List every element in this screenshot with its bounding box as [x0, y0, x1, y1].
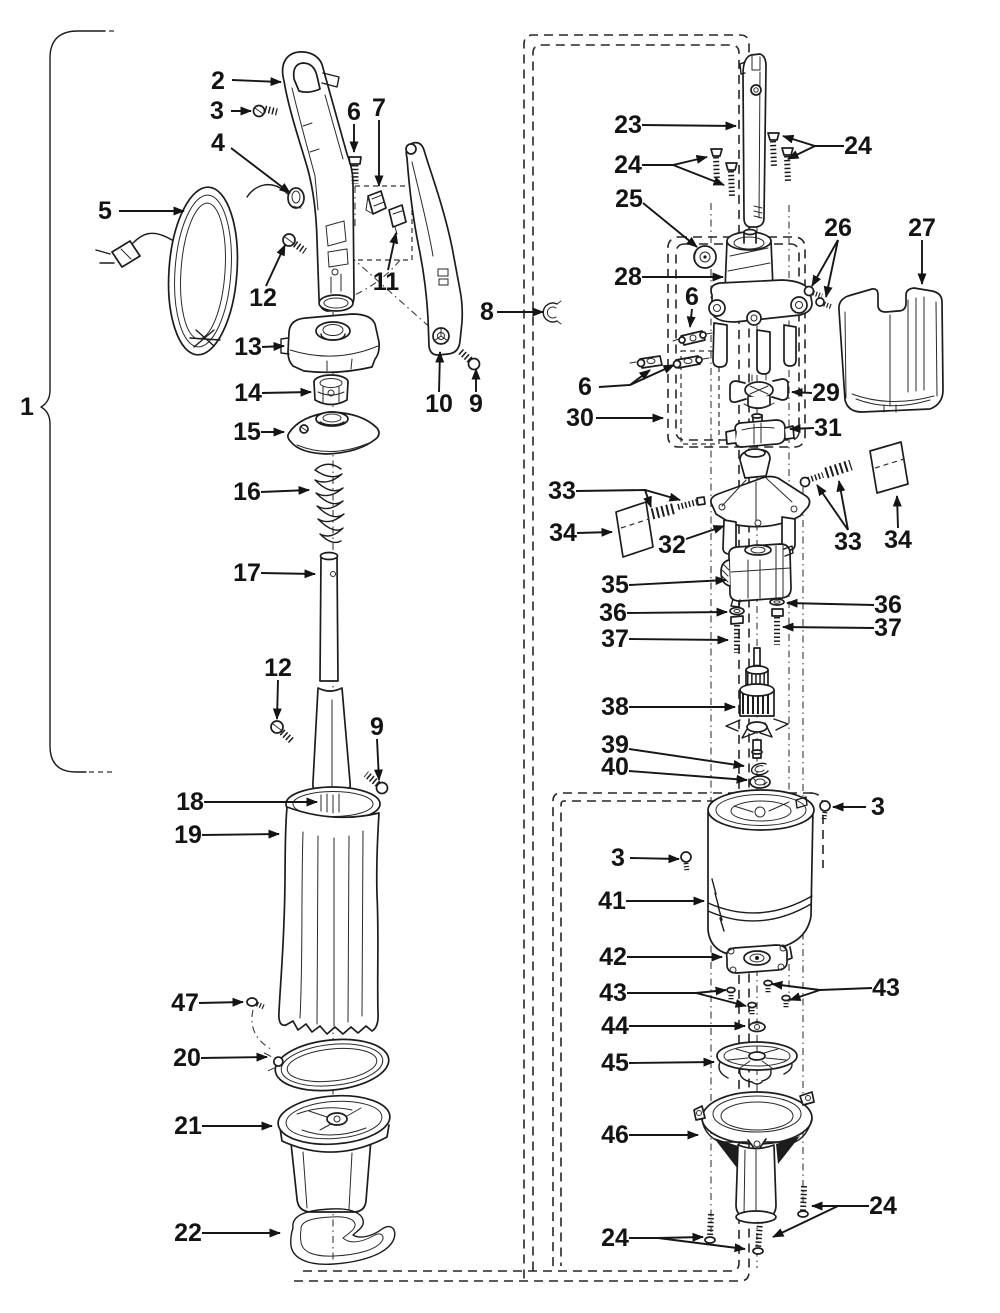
part-number-label: 4: [211, 129, 225, 157]
callout-34-41: [884, 496, 912, 554]
leader-line: [629, 771, 747, 780]
part-19-bag-body: [279, 807, 379, 1034]
callout-6-5: [347, 98, 361, 152]
leader-line: [783, 627, 874, 628]
part-number-label: 44: [601, 1012, 629, 1040]
leader-line: [790, 990, 820, 1000]
leader-line: [629, 749, 744, 766]
part-44-washer: [749, 1022, 765, 1032]
part-number-label: 3: [210, 97, 224, 125]
callout-15-14: [233, 418, 284, 446]
leader-line: [199, 1002, 243, 1003]
leader-line: [792, 392, 812, 393]
leader-line: [439, 352, 440, 392]
part-3-screw-left: [681, 852, 691, 872]
part-3-screw: [254, 106, 278, 117]
part-number-label: 36: [599, 599, 627, 627]
part-21-base-pan: [276, 1092, 391, 1212]
part-number-label: 12: [249, 284, 277, 312]
part-number-label: 24: [614, 151, 642, 179]
callout-35-42: [601, 571, 726, 599]
part-31-bracket: [726, 414, 794, 447]
leader-line: [826, 240, 838, 297]
part-38-armature: [726, 648, 788, 758]
leader-line: [629, 1237, 703, 1238]
leader-line: [232, 80, 281, 82]
part-32-field-plate: [711, 449, 810, 554]
leader-line: [783, 136, 844, 146]
part-46-pump-housing: [694, 1092, 814, 1223]
leader-line: [627, 612, 727, 613]
part-number-label: 3: [871, 793, 885, 821]
callout-46-58: [601, 1121, 698, 1149]
leader-line: [629, 1062, 714, 1063]
part-3-screw-right: [820, 801, 830, 819]
leader-line: [790, 428, 814, 429]
part-9-screw-upper: [460, 351, 480, 370]
part-number-label: 15: [233, 418, 261, 446]
leader-line: [261, 490, 309, 492]
callout-6-33: [578, 365, 674, 401]
part-number-label: 34: [549, 519, 577, 547]
part-number-label: 28: [614, 263, 642, 291]
leader-line: [201, 1057, 267, 1058]
callout-3-51: [611, 844, 679, 872]
part-number-label: 43: [872, 974, 900, 1002]
part-45-impeller: [717, 1042, 797, 1084]
callout-32-39: [658, 526, 724, 559]
callout-4-3: [211, 129, 290, 193]
part-23-tube: [740, 54, 766, 227]
part-number-label: 23: [614, 111, 642, 139]
part-33-brush-spring-right: [801, 465, 852, 487]
callout-24-59: [601, 1224, 745, 1252]
part-number-label: 11: [372, 268, 400, 296]
part-number-label: 24: [869, 1192, 897, 1220]
callout-24-27: [783, 132, 872, 160]
callout-36-43: [599, 599, 727, 627]
leader-line: [690, 309, 692, 327]
part-20-gasket-ring: [264, 1034, 392, 1097]
part-14-coupler: [314, 375, 348, 405]
callout-20-22: [173, 1044, 267, 1072]
part-number-label: 45: [601, 1049, 629, 1077]
callout-9-18: [370, 713, 384, 780]
callout-31-36: [790, 414, 842, 442]
leader-line: [576, 490, 680, 500]
part-25-grommet: [694, 246, 716, 268]
part-number-label: 6: [578, 373, 592, 401]
part-number-label: 20: [173, 1044, 201, 1072]
leader-line: [266, 245, 285, 286]
part-34-brush-plate-left: [616, 502, 653, 557]
part-7-switch: [366, 191, 386, 214]
callout-12-7: [249, 245, 285, 312]
callout-37-46: [783, 614, 902, 642]
callout-11-8: [373, 233, 400, 296]
part-12-screw-lower: [271, 721, 292, 741]
leader-line: [897, 496, 898, 528]
part-number-label: 18: [176, 788, 204, 816]
leader-line: [787, 603, 874, 605]
part-number-label: 24: [601, 1224, 629, 1252]
callout-9-12: [469, 369, 483, 418]
part-number-label: 36: [874, 591, 902, 619]
part-number-label: 33: [548, 477, 576, 505]
part-number-label: 16: [233, 478, 261, 506]
part-number-label: 19: [174, 821, 202, 849]
part-number-label: 47: [171, 989, 199, 1017]
part-47-screw: [247, 998, 264, 1007]
callout-5-4: [98, 197, 184, 225]
part-9-screw-lower: [366, 774, 388, 794]
part-2-upper-handle: [283, 52, 354, 311]
part-22-bottom-gasket: [291, 1209, 395, 1264]
part-12-screw-upper: [283, 234, 305, 251]
callout-3-2: [210, 97, 251, 125]
part-number-label: 29: [812, 379, 840, 407]
callout-13-10: [234, 333, 284, 361]
part-number-label: 35: [601, 571, 629, 599]
leader-line: [202, 834, 279, 835]
part-10-lower-handle: [406, 143, 462, 355]
part-number-label: 25: [615, 185, 643, 213]
part-number-label: 14: [234, 379, 262, 407]
part-number-label: 40: [601, 753, 629, 781]
part-27-cup: [839, 288, 943, 412]
part-number-label: 2: [211, 67, 225, 95]
part-34-brush-plate-right: [870, 442, 908, 493]
callout-16-15: [233, 478, 309, 506]
callout-38-47: [601, 693, 735, 721]
part-number-label: 30: [566, 404, 594, 432]
part-number-label: 27: [908, 214, 936, 242]
part-number-label: 13: [234, 333, 262, 361]
leader-line: [262, 346, 284, 347]
leader-line: [658, 1238, 745, 1249]
leader-line: [388, 233, 396, 270]
leader-line: [577, 532, 612, 533]
callout-layer: [20, 67, 936, 1252]
part-number-label: 31: [814, 414, 842, 442]
callout-22-24: [174, 1219, 280, 1247]
part-number-label: 21: [174, 1112, 202, 1140]
callout-43-55: [772, 974, 900, 1002]
callout-17-16: [233, 559, 315, 587]
callout-21-23: [174, 1112, 272, 1140]
part-number-label: 39: [601, 731, 629, 759]
callout-45-57: [601, 1049, 714, 1077]
part-40-washer: [750, 776, 770, 788]
callout-44-56: [601, 1012, 745, 1040]
part-4-cord-clamp: [247, 185, 304, 208]
callout-10-11: [425, 352, 453, 418]
part-number-label: 8: [480, 298, 494, 326]
part-17-shaft: [313, 553, 350, 799]
part-number-label: 9: [370, 713, 384, 741]
part-16-spring: [315, 464, 344, 542]
callout-41-52: [598, 887, 704, 915]
part-number-label: 7: [372, 94, 386, 122]
part-number-label: 38: [601, 693, 629, 721]
callout-34-38: [549, 519, 612, 547]
part-number-label: 26: [824, 214, 852, 242]
callout-40-49: [601, 753, 747, 781]
callout-43-54: [599, 979, 746, 1007]
part-number-label: 42: [599, 943, 627, 971]
callout-12-17: [264, 654, 292, 719]
callout-27-30: [908, 214, 936, 284]
part-41-motor-housing: [708, 790, 814, 967]
leader-line: [277, 680, 278, 719]
part-number-label: 1: [20, 393, 34, 421]
leader-line: [261, 573, 315, 574]
part-number-label: 6: [685, 283, 699, 311]
part-number-label: 34: [884, 526, 912, 554]
part-number-label: 46: [601, 1121, 629, 1149]
part-number-label: 37: [601, 625, 629, 653]
leader-line: [673, 165, 724, 185]
leader-line: [642, 125, 736, 126]
part-number-label: 9: [469, 390, 483, 418]
part-39-lock-washer: [752, 763, 768, 774]
part-number-label: 37: [874, 614, 902, 642]
callout-47-21: [171, 989, 243, 1017]
part-15-plate: [288, 412, 379, 454]
callout-14-13: [234, 379, 311, 407]
callout-19-20: [174, 821, 279, 849]
part-13-hood: [281, 314, 379, 372]
part-number-label: 12: [264, 654, 292, 682]
part-42-bearing-plate: [727, 945, 787, 973]
callout-33-40: [817, 481, 862, 556]
callout-1-0: [20, 393, 34, 421]
part-number-label: 43: [599, 979, 627, 1007]
part-6-switch-upper: [673, 331, 712, 345]
part-number-label: 22: [174, 1219, 202, 1247]
leader-line: [772, 984, 872, 990]
callout-33-37: [548, 477, 680, 507]
callout-26-29: [812, 214, 852, 297]
part-number-label: 17: [233, 559, 261, 587]
callout-2-1: [211, 67, 281, 95]
callout-30-34: [566, 404, 663, 432]
part-35-stator: [721, 544, 793, 607]
part-number-label: 5: [98, 197, 112, 225]
leader-line: [642, 157, 707, 165]
part-number-label: 24: [844, 132, 872, 160]
callout-24-60: [773, 1192, 897, 1237]
part-number-label: 3: [611, 844, 625, 872]
assembly-bracket: [41, 31, 116, 772]
part-8-clip: [543, 301, 561, 324]
leader-line: [377, 739, 379, 780]
part-number-label: 41: [598, 887, 626, 915]
callout-42-53: [599, 943, 722, 971]
callout-3-50: [833, 793, 885, 821]
part-11-switch-slider: [389, 205, 406, 234]
leader-line: [686, 526, 724, 539]
callout-25-28: [615, 185, 697, 247]
callout-7-6: [372, 94, 386, 186]
part-28-motor-upper-housing: [709, 230, 812, 375]
part-number-label: 10: [425, 390, 453, 418]
callout-24-26: [614, 151, 724, 185]
leader-line: [630, 858, 679, 859]
callout-37-45: [601, 625, 728, 653]
leader-line: [262, 392, 311, 393]
callout-23-25: [614, 111, 736, 139]
part-number-label: 6: [347, 98, 361, 126]
part-number-label: 32: [658, 531, 686, 559]
callout-6-32: [685, 283, 699, 327]
leader-line: [629, 639, 728, 640]
part-number-label: 33: [834, 528, 862, 556]
